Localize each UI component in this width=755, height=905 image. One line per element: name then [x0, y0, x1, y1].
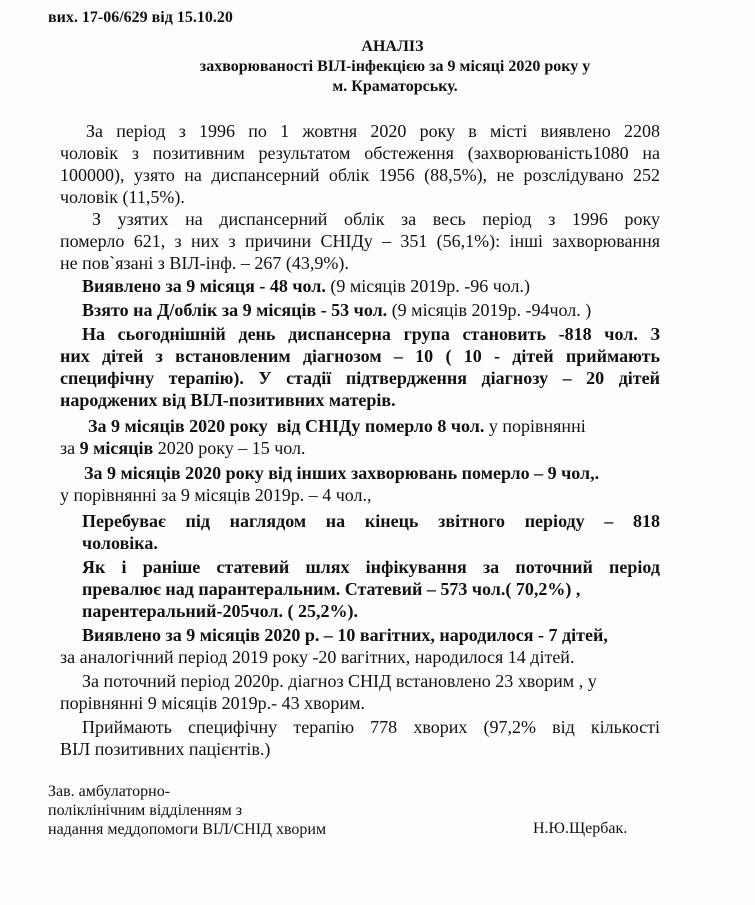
- p6-normal: у порівнянні: [484, 416, 586, 436]
- paragraph-transmission-route: [82, 556, 660, 622]
- p4-normal: (9 місяців 2019р. -94чол. ): [387, 300, 592, 320]
- signatory-name: Н.Ю.Щербак.: [533, 820, 628, 837]
- p1-line4: чоловік (11,5%).: [60, 187, 185, 207]
- p2-line3: не пов`язані з ВІЛ-інф. – 267 (43,9%).: [60, 253, 349, 273]
- document-title: АНАЛІЗ: [361, 38, 424, 55]
- p6-normal-b: 2020 року – 15 чол.: [153, 438, 306, 458]
- paragraph-aids-diagnosis: [60, 670, 670, 714]
- paragraph-deaths-total: [60, 208, 660, 274]
- paragraph-pregnant-women: [60, 624, 680, 668]
- p1-line1: За період з 1996 по 1 жовтня 2020 року в місті виявлено 2208: [86, 121, 660, 141]
- paragraph-detected-9-months: [82, 275, 530, 297]
- p6-line2: [60, 437, 660, 459]
- signature-block: [48, 782, 326, 839]
- p7-line1: За 9 місяців 2020 року від інших захворювань померло – 9 чол,.: [84, 463, 600, 483]
- p6-bold-months: 9 місяців: [79, 438, 154, 458]
- document-subtitle-line1: захворюваності ВІЛ-інфекцією за 9 місяці 2020 року у: [199, 58, 591, 75]
- footer-line1: Зав. амбулаторно-: [48, 783, 171, 800]
- p11-line2: порівнянні 9 місяців 2019р.- 43 хворим.: [60, 693, 365, 713]
- paragraph-aids-deaths: [60, 415, 660, 459]
- paragraph-dispensary-group: [60, 323, 660, 411]
- footer-line3: надання меддопомоги ВІЛ/СНІД хворим: [48, 821, 327, 838]
- outgoing-reference: вих. 17-06/629 від 15.10.20: [48, 9, 233, 26]
- p12-line2: ВІЛ позитивних пацієнтів.): [60, 739, 271, 759]
- footer-line2: поліклінічним відділенням з: [48, 802, 243, 819]
- paragraph-total-detected: [60, 120, 660, 208]
- p1-line2: чоловік з позитивним результатом обстеження (захворюваність1080 на: [60, 143, 660, 163]
- p2-line2: померло 621, з них з причини СНІДу – 351 (56,1%): інші захворювання: [60, 231, 660, 251]
- p8-line2: чоловіка.: [82, 533, 158, 553]
- p9-line2: превалює над парантеральним. Статевий – 573 чол.( 70,2%) ,: [82, 579, 581, 599]
- p1-line3: 100000), узято на диспансерний облік 1956 (88,5%), не розслідувано 252: [60, 165, 660, 185]
- document-subtitle-line2: м. Краматорську.: [332, 78, 458, 95]
- p5-line1: На сьогоднішній день диспансерна група становить -818 чол. З: [82, 324, 660, 344]
- p4-bold: Взято на Д/облік за 9 місяців - 53 чол.: [82, 300, 388, 320]
- p6-bold-b: від СНІДу померло 8 чол.: [276, 416, 485, 436]
- p7-line2: у порівнянні за 9 місяців 2019р. – 4 чол.,: [60, 485, 372, 505]
- paragraph-under-observation: [82, 510, 660, 554]
- p9-line3: парентеральний-205чол. ( 25,2%).: [82, 601, 358, 621]
- p10-line2: за аналогічний період 2019 року -20 вагітних, народилося 14 дітей.: [60, 647, 575, 667]
- p5-line4: народжених від ВІЛ-позитивних матерів.: [60, 390, 396, 410]
- p8-line1: Перебуває під наглядом на кінець звітного періоду – 818: [82, 511, 660, 531]
- p11-line1: За поточний період 2020р. діагноз СНІД встановлено 23 хворим , у: [82, 671, 597, 691]
- p5-line2: них дітей з встановленим діагнозом – 10 ( 10 - дітей приймають: [60, 346, 660, 366]
- p5-line3: специфічну терапію). У стадії підтвердження діагнозу – 20 дітей: [60, 368, 660, 388]
- p2-line1: З узятих на диспансерний облік за весь період з 1996 року: [92, 209, 660, 229]
- p6-bold-a: За 9 місяців 2020 року: [88, 416, 268, 436]
- p3-bold: Виявлено за 9 місяця - 48 чол.: [82, 276, 326, 296]
- p10-line1: Виявлено за 9 місяців 2020 р. – 10 вагітних, народилося - 7 дітей,: [82, 625, 608, 645]
- paragraph-registered-9-months: [82, 299, 591, 321]
- p6-line1: [60, 415, 660, 437]
- p6-normal-a: за: [60, 438, 80, 458]
- p12-line1: Приймають специфічну терапію 778 хворих (97,2% від кількості: [82, 717, 660, 737]
- paragraph-other-deaths: [60, 462, 660, 506]
- p3-normal: (9 місяців 2019р. -96 чол.): [325, 276, 530, 296]
- p9-line1: Як і раніше статевий шлях інфікування за поточний період: [82, 557, 660, 577]
- paragraph-specific-therapy: [60, 716, 660, 760]
